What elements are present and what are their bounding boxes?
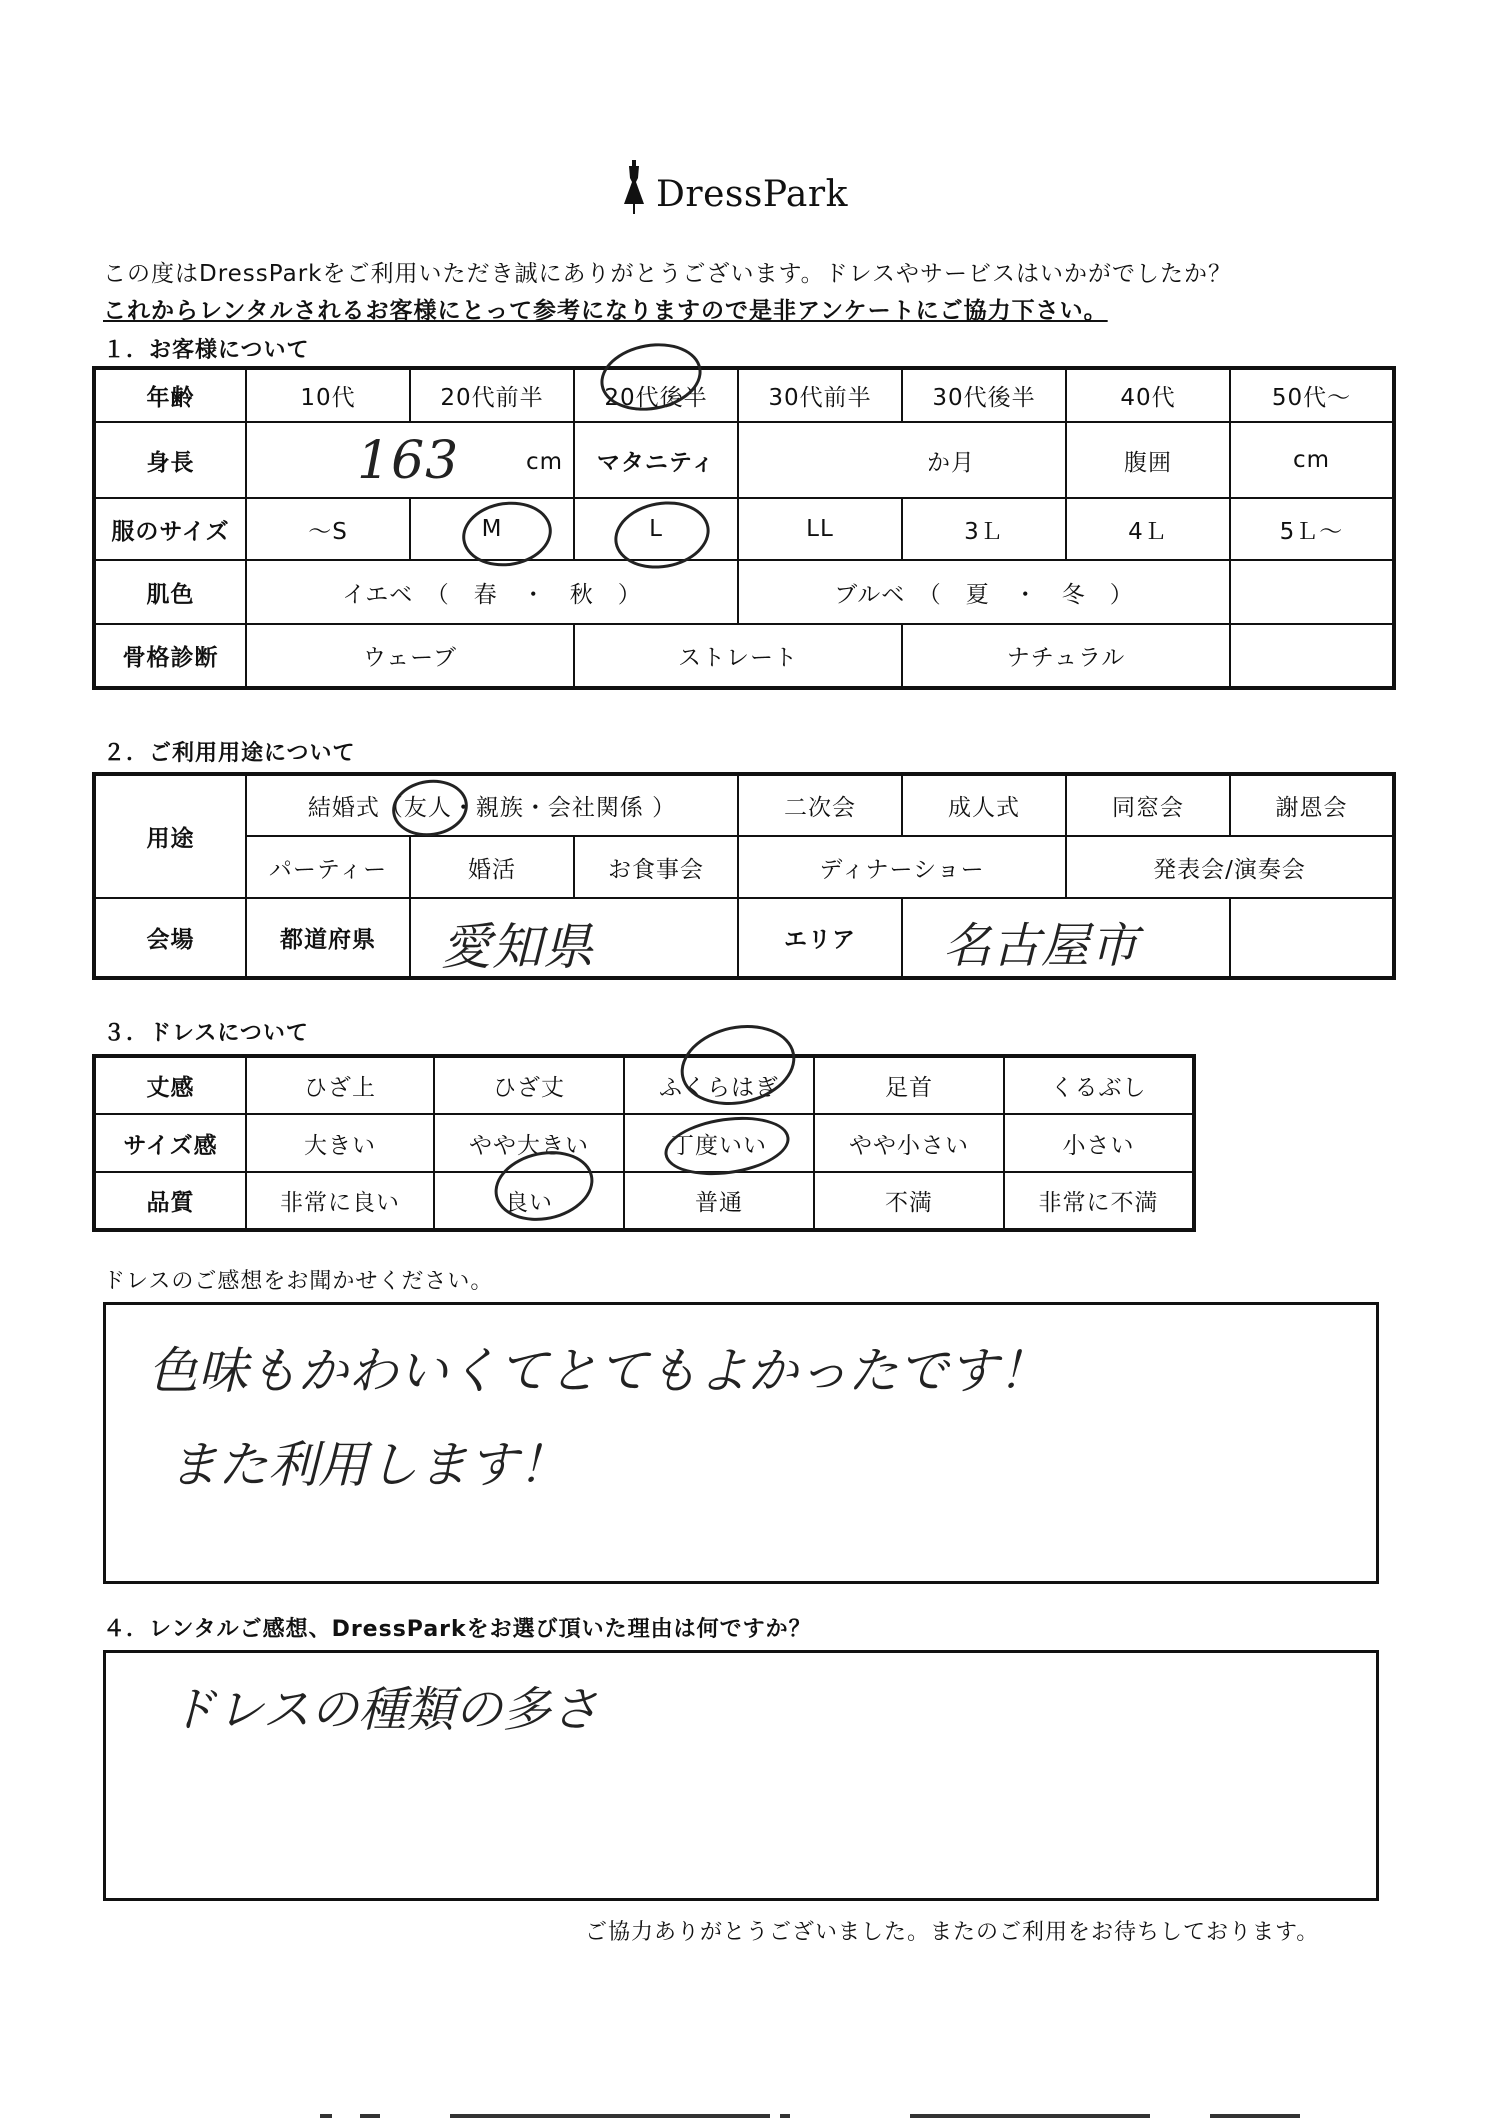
- prefecture-value: 愛知県: [441, 918, 594, 976]
- fit-option-selected[interactable]: 丁度いい: [624, 1114, 814, 1172]
- age-option[interactable]: 30代後半: [902, 368, 1066, 422]
- impression-textarea[interactable]: [103, 1302, 1379, 1584]
- height-label: 身長: [94, 422, 246, 498]
- maternity-months-field[interactable]: [738, 422, 1066, 498]
- fit-option[interactable]: 大きい: [246, 1114, 434, 1172]
- fit-option[interactable]: やや小さい: [814, 1114, 1004, 1172]
- reason-answer: ドレスの種類の多さ: [168, 1682, 599, 1738]
- fit-label: サイズ感: [94, 1114, 246, 1172]
- skin-label: 肌色: [94, 560, 246, 624]
- purpose-option[interactable]: 二次会: [738, 774, 902, 836]
- size-option-selected[interactable]: M: [410, 498, 574, 560]
- section1-title: １．お客様について: [103, 338, 310, 363]
- area-field[interactable]: [902, 898, 1230, 978]
- scan-artifact: [780, 2114, 790, 2118]
- height-field[interactable]: [246, 422, 574, 498]
- length-option-selected[interactable]: ふくらはぎ: [624, 1056, 814, 1114]
- height-value: 163: [357, 431, 460, 491]
- scan-artifact: [450, 2114, 770, 2118]
- size-label: 服のサイズ: [94, 498, 246, 560]
- dress-silhouette-icon: [620, 160, 648, 218]
- venue-label: 会場: [94, 898, 246, 978]
- intro-line-1: この度はDressParkをご利用いただき誠にありがとうございます。ドレスやサービスはいかがでしたか？: [103, 261, 1232, 287]
- usage-table: [92, 772, 1396, 980]
- area-label: エリア: [738, 898, 902, 978]
- frame-label: 骨格診断: [94, 624, 246, 688]
- scan-artifact: [320, 2114, 332, 2118]
- purpose-option[interactable]: ディナーショー: [738, 836, 1066, 898]
- empty-cell: [1230, 624, 1394, 688]
- impression-prompt: ドレスのご感想をお聞かせください。: [103, 1269, 494, 1294]
- purpose-option[interactable]: お食事会: [574, 836, 738, 898]
- waist-label: 腹囲: [1066, 422, 1230, 498]
- thanks-message: ご協力ありがとうございました。またのご利用をお待ちしております。: [585, 1920, 1320, 1945]
- section2-title: ２．ご利用用途について: [103, 741, 356, 766]
- quality-label: 品質: [94, 1172, 246, 1230]
- scan-artifact: [1210, 2114, 1300, 2118]
- quality-option[interactable]: 非常に良い: [246, 1172, 434, 1230]
- size-option-selected[interactable]: L: [574, 498, 738, 560]
- length-option[interactable]: ひざ上: [246, 1056, 434, 1114]
- scan-artifact: [360, 2114, 380, 2118]
- dresspark-logo: [620, 160, 860, 220]
- waist-unit: cm: [1292, 447, 1331, 473]
- length-option[interactable]: くるぶし: [1004, 1056, 1194, 1114]
- length-label: 丈感: [94, 1056, 246, 1114]
- size-option[interactable]: 4Ｌ: [1066, 498, 1230, 560]
- skin-yellow-option[interactable]: イエベ （ 春 ・ 秋 ）: [246, 560, 738, 624]
- age-label: 年齢: [94, 368, 246, 422]
- frame-option[interactable]: ウェーブ: [246, 624, 574, 688]
- height-unit: cm: [525, 449, 563, 475]
- quality-option-selected[interactable]: 良い: [434, 1172, 624, 1230]
- age-option[interactable]: 30代前半: [738, 368, 902, 422]
- reason-textarea[interactable]: [103, 1650, 1379, 1901]
- quality-option[interactable]: 非常に不満: [1004, 1172, 1194, 1230]
- maternity-label: マタニティ: [574, 422, 738, 498]
- customer-table: [92, 366, 1396, 690]
- size-option[interactable]: 5Ｌ～: [1230, 498, 1394, 560]
- purpose-option[interactable]: 同窓会: [1066, 774, 1230, 836]
- size-option[interactable]: LL: [738, 498, 902, 560]
- brand-name: DressPark: [656, 174, 848, 215]
- section4-title: ４．レンタルご感想、DressParkをお選び頂いた理由は何ですか？: [103, 1617, 812, 1642]
- age-option[interactable]: 20代前半: [410, 368, 574, 422]
- quality-option[interactable]: 普通: [624, 1172, 814, 1230]
- empty-cell: [1230, 898, 1394, 978]
- purpose-option[interactable]: 婚活: [410, 836, 574, 898]
- maternity-months-unit: か月: [927, 449, 975, 476]
- length-option[interactable]: 足首: [814, 1056, 1004, 1114]
- frame-option[interactable]: ストレート: [574, 624, 902, 688]
- dress-table: [92, 1054, 1196, 1232]
- purpose-option[interactable]: パーティー: [246, 836, 410, 898]
- purpose-option[interactable]: 発表会/演奏会: [1066, 836, 1394, 898]
- size-option[interactable]: 3Ｌ: [902, 498, 1066, 560]
- purpose-label: 用途: [94, 774, 246, 898]
- impression-line-2: また利用します！: [168, 1436, 568, 1494]
- scan-artifact: [910, 2114, 1150, 2118]
- age-option-selected[interactable]: 20代後半: [574, 368, 738, 422]
- purpose-option[interactable]: 謝恩会: [1230, 774, 1394, 836]
- purpose-option[interactable]: 成人式: [902, 774, 1066, 836]
- fit-option[interactable]: やや大きい: [434, 1114, 624, 1172]
- size-option[interactable]: ～S: [246, 498, 410, 560]
- frame-option[interactable]: ナチュラル: [902, 624, 1230, 688]
- impression-line-1: 色味もかわいくてとてもよかったです！: [148, 1342, 1048, 1400]
- length-option[interactable]: ひざ丈: [434, 1056, 624, 1114]
- prefecture-label: 都道府県: [246, 898, 410, 978]
- waist-field[interactable]: [1230, 422, 1394, 498]
- fit-option[interactable]: 小さい: [1004, 1114, 1194, 1172]
- age-option[interactable]: 40代: [1066, 368, 1230, 422]
- empty-cell: [1230, 560, 1394, 624]
- age-option[interactable]: 10代: [246, 368, 410, 422]
- age-option[interactable]: 50代～: [1230, 368, 1394, 422]
- area-value: 名古屋市: [943, 918, 1140, 974]
- quality-option[interactable]: 不満: [814, 1172, 1004, 1230]
- prefecture-field[interactable]: [410, 898, 738, 978]
- purpose-option-wedding[interactable]: 結婚式（友人・親族・会社関係 ）: [246, 774, 738, 836]
- intro-line-2: これからレンタルされるお客様にとって参考になりますので是非アンケートにご協力下さい。: [103, 298, 1108, 324]
- skin-blue-option[interactable]: ブルベ （ 夏 ・ 冬 ）: [738, 560, 1230, 624]
- section3-title: ３．ドレスについて: [103, 1021, 309, 1046]
